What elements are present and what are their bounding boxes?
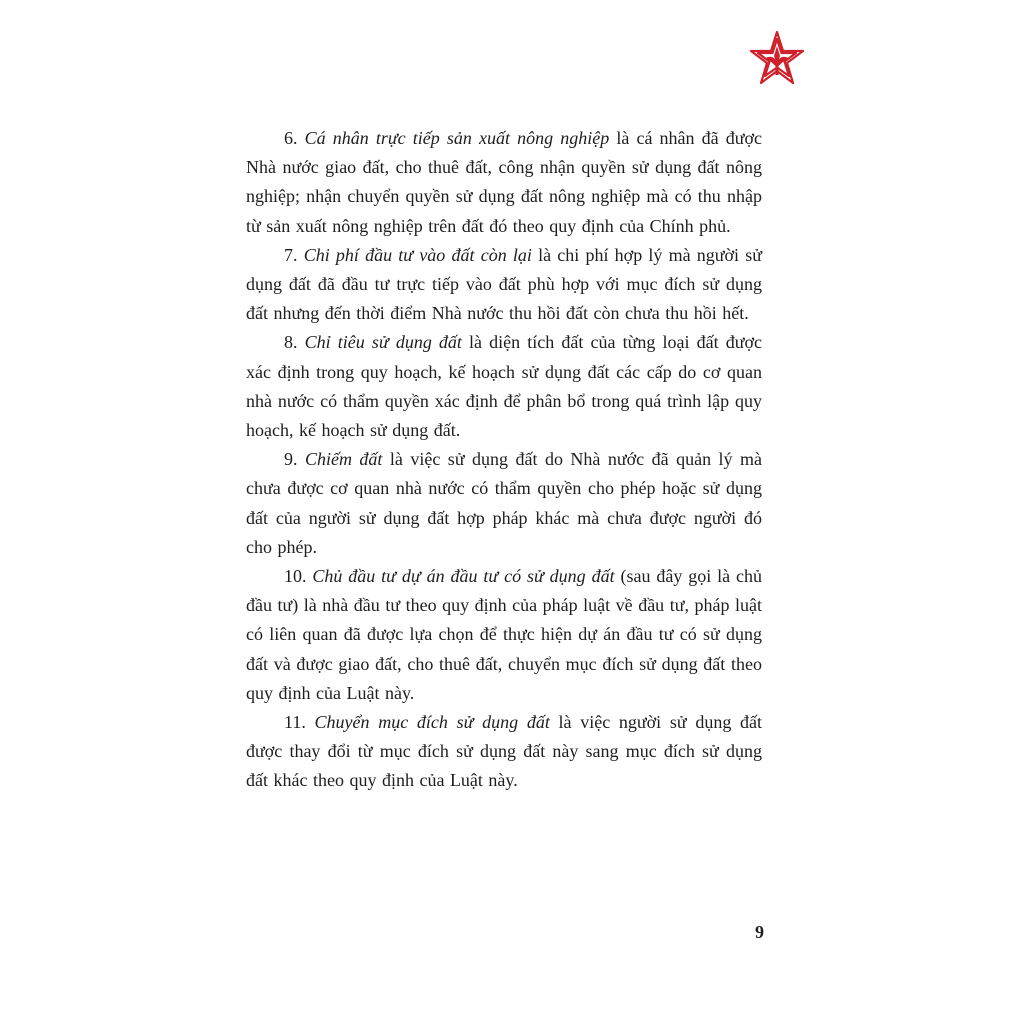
clause-11 (246, 708, 762, 796)
clause-number: 8. (284, 332, 298, 353)
clause-7 (246, 241, 762, 329)
defined-term: Cá nhân trực tiếp sản xuất nông nghiệp (304, 128, 610, 148)
defined-term: Chi phí đầu tư vào đất còn lại (303, 244, 532, 265)
publisher-logo (746, 28, 808, 90)
clause-definition: là việc người sử dụng đất được thay đổi từ mục đích sử dụng đất này sang mục đích sử dụng đất khác theo quy định của Luật này. (246, 712, 763, 791)
clause-number: 6. (284, 128, 298, 148)
clause-6 (246, 124, 762, 241)
clause-8 (246, 328, 762, 445)
page-number: 9 (755, 922, 764, 942)
clause-definition: (sau đây gọi là chủ đầu tư) là nhà đầu tư theo quy định của pháp luật về đầu tư, pháp luật có liên quan đã được lựa chọn để thực hiện dự án đầu tư có sử dụng đất và được giao đất, cho thuê đất, chuyển mục đích sử dụng đất theo quy định của Luật này. (246, 566, 762, 703)
clause-number: 7. (284, 244, 298, 265)
defined-term: Chỉ tiêu sử dụng đất (304, 332, 462, 353)
clause-number: 9. (284, 449, 298, 470)
clause-10 (246, 562, 762, 708)
clause-9 (246, 445, 762, 562)
clause-definition: là diện tích đất của từng loại đất được xác định trong quy hoạch, kế hoạch sử dụng đất các cấp do cơ quan nhà nước có thẩm quyền xác định để phân bổ trong quá trình lập quy hoạch, kế hoạch sử dụng đất. (246, 332, 762, 441)
defined-term: Chiếm đất (304, 449, 383, 470)
clause-definition: là cá nhân đã được Nhà nước giao đất, cho thuê đất, công nhận quyền sử dụng đất nông nghiệp; nhận chuyển quyền sử dụng đất nông nghiệp mà có thu nhập từ sản xuất nông nghiệp trên đất đó theo quy định của Chính phủ. (246, 128, 763, 236)
red-star-emblem-icon (746, 28, 808, 90)
defined-term: Chủ đầu tư dự án đầu tư có sử dụng đất (312, 566, 615, 587)
clause-definition: là chi phí hợp lý mà người sử dụng đất đã đầu tư trực tiếp vào đất phù hợp với mục đích sử dụng đất nhưng đến thời điểm Nhà nước thu hồi đất còn chưa thu hồi hết. (246, 244, 763, 324)
page-body (246, 124, 762, 796)
clause-definition: là việc sử dụng đất do Nhà nước đã quản lý mà chưa được cơ quan nhà nước có thẩm quyền cho phép hoặc sử dụng đất của người sử dụng đất hợp pháp khác mà chưa được người đó cho phép. (246, 449, 762, 557)
clause-number: 11. (284, 712, 306, 733)
defined-term: Chuyển mục đích sử dụng đất (314, 712, 550, 733)
clause-number: 10. (284, 566, 307, 587)
